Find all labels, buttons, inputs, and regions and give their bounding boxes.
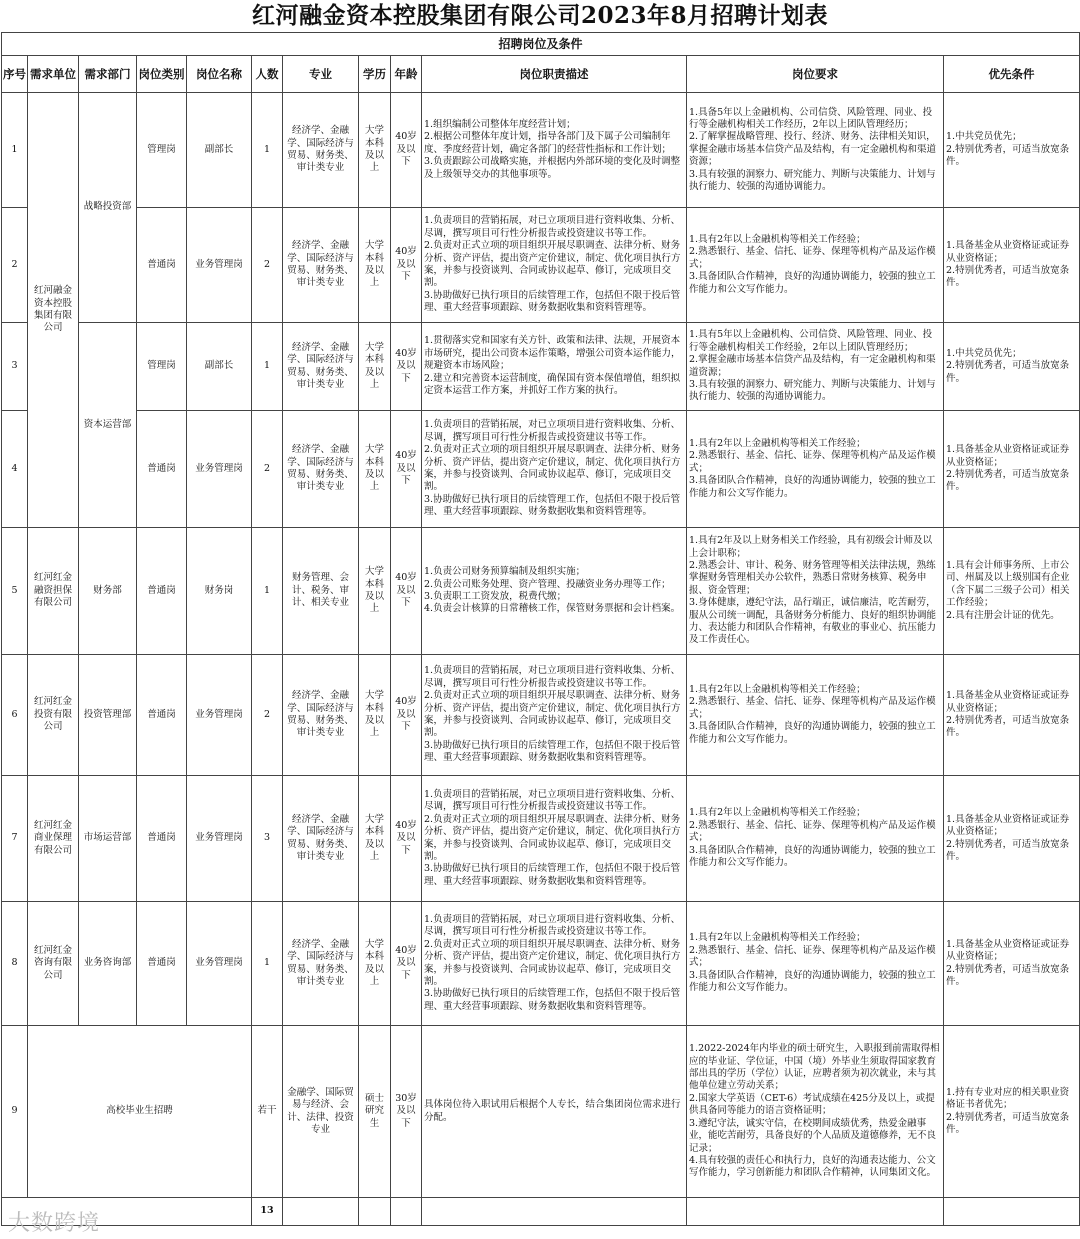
position-name: 副部长: [187, 323, 252, 411]
row-number: 9: [2, 1026, 28, 1198]
position-category: 普通岗: [137, 528, 187, 655]
headcount: 2: [252, 655, 283, 776]
priority-conditions: 1.中共党员优先； 2.特别优秀者，可适当放宽条件。: [944, 93, 1080, 208]
headcount: 1: [252, 528, 283, 655]
priority-conditions: 1.具有会计师事务所、上市公司、州属及以上级别国有企业（含下属二三级子公司）相关工作经验； 2.具有注册会计证的优先。: [944, 528, 1080, 655]
priority-conditions: 1.持有专业对应的相关职业资格证书者优先； 2.特别优秀者，可适当放宽条件。: [944, 1026, 1080, 1198]
headcount: 1: [252, 323, 283, 411]
demand-unit: 红河红金融资担保有限公司: [28, 528, 79, 655]
job-duties: 1.负责项目的营销拓展，对已立项项目进行资料收集、分析、尽调，撰写项目可行性分析报告或投资建议书等工作。 2.负责对正式立项的项目组织开展尽职调查、法律分析、财务分析、资产评估，提出资产定价建议，制定、优化项目执行方案，并参与投资谈判、合同或协议起草、修订，完成项目交割。 3.协助做好已执行项目的后续管理工作，包括但不限于投后管理、重大经营事项跟踪、财务数据收集和资料管理等。: [422, 208, 687, 323]
blank-cell: [687, 1198, 944, 1226]
row-number: 7: [2, 776, 28, 902]
headcount: 2: [252, 208, 283, 323]
position-category: 管理岗: [137, 323, 187, 411]
demand-unit: 高校毕业生招聘: [28, 1026, 252, 1198]
watermark: 大数跨境: [8, 1211, 101, 1236]
blank-cell: [944, 1198, 1080, 1226]
job-requirements: 1.具有2年以上金融机构等相关工作经验； 2.熟悉银行、基金、信托、证券、保理等机构产品及运作模式； 3.具备团队合作精神，良好的沟通协调能力，较强的独立工作能力和公文写作能力。: [687, 411, 944, 528]
position-name: 业务管理岗: [187, 655, 252, 776]
age-limit: 40岁及以下: [391, 528, 422, 655]
column-header: 人数: [252, 56, 283, 93]
priority-conditions: 1.中共党员优先； 2.特别优秀者，可适当放宽条件。: [944, 323, 1080, 411]
education: 大学本科及以上: [359, 208, 391, 323]
education: 大学本科及以上: [359, 93, 391, 208]
position-category: 普通岗: [137, 902, 187, 1026]
headcount: 若干: [252, 1026, 283, 1198]
position-category: 普通岗: [137, 411, 187, 528]
demand-dept: 资本运营部: [79, 323, 137, 528]
row-number: 3: [2, 323, 28, 411]
table-row: [2, 655, 1080, 776]
page-title: 红河融金资本控股集团有限公司2023年8月招聘计划表: [251, 2, 829, 29]
row-number: 1: [2, 93, 28, 208]
major: 经济学、金融学、国际经济与贸易、财务类、审计类专业: [283, 902, 359, 1026]
priority-conditions: 1.具备基金从业资格证或证券从业资格证； 2.特别优秀者，可适当放宽条件。: [944, 411, 1080, 528]
demand-unit: 红河红金投资有限公司: [28, 655, 79, 776]
job-requirements: 1.具有2年以上金融机构等相关工作经验； 2.熟悉银行、基金、信托、证券、保理等机构产品及运作模式； 3.具备团队合作精神，良好的沟通协调能力，较强的独立工作能力和公文写作能力。: [687, 655, 944, 776]
row-number: 2: [2, 208, 28, 323]
table-row: [2, 208, 1080, 323]
major: 财务管理、会计、税务、审计、相关专业: [283, 528, 359, 655]
position-name: 业务管理岗: [187, 902, 252, 1026]
job-duties: 1.负责项目的营销拓展，对已立项项目进行资料收集、分析、尽调，撰写项目可行性分析报告或投资建议书等工作。 2.负责对正式立项的项目组织开展尽职调查、法律分析、财务分析、资产评估，提出资产定价建议，制定、优化项目执行方案，并参与投资谈判、合同或协议起草、修订，完成项目交割。 3.协助做好已执行项目的后续管理工作，包括但不限于投后管理、重大经营事项跟踪、财务数据收集和资料管理等。: [422, 902, 687, 1026]
job-duties: 1.负责项目的营销拓展，对已立项项目进行资料收集、分析、尽调，撰写项目可行性分析报告或投资建议书等工作。 2.负责对正式立项的项目组织开展尽职调查、法律分析、财务分析、资产评估，提出资产定价建议，制定、优化项目执行方案，并参与投资谈判、合同或协议起草、修订，完成项目交割。 3.协助做好已执行项目的后续管理工作，包括但不限于投后管理、重大经营事项跟踪、财务数据收集和资料管理等。: [422, 411, 687, 528]
priority-conditions: 1.具备基金从业资格证或证券从业资格证； 2.特别优秀者，可适当放宽条件。: [944, 655, 1080, 776]
job-requirements: 1.具有2年以上金融机构等相关工作经验； 2.熟悉银行、基金、信托、证券、保理等机构产品及运作模式； 3.具备团队合作精神，良好的沟通协调能力，较强的独立工作能力和公文写作能力。: [687, 208, 944, 323]
education: 大学本科及以上: [359, 411, 391, 528]
job-duties: 1.负责公司财务预算编制及组织实施； 2.负责公司账务处理、资产管理、投融资业务办理等工作； 3.负责职工工资发放，税费代缴； 4.负责会计核算的日常稽核工作，保管财务票据和会计档案。: [422, 528, 687, 655]
column-header: 需求单位: [28, 56, 79, 93]
headcount: 3: [252, 776, 283, 902]
job-requirements: 1.2022-2024年内毕业的硕士研究生，入职报到前需取得相应的毕业证、学位证，中国（境）外毕业生须取得国家教育部出具的学历（学位）认证，应聘者须为初次就业，未与其他单位建立劳动关系； 2.国家大学英语（CET-6）考试成绩在425分及以上，或提供具备同等能力的语言资格证明； 3.遵纪守法，诚实守信，在校期间成绩优秀，热爱金融事业，能吃苦耐劳，具备良好的个人品质及道德修养，无不良记录； 4.具有较强的责任心和执行力，良好的沟通表达能力、公文写作能力，学习创新能力和团队合作精神，认同集团文化。: [687, 1026, 944, 1198]
blank-cell: [391, 1198, 422, 1226]
job-requirements: 1.具有2年以上金融机构等相关工作经验； 2.熟悉银行、基金、信托、证券、保理等机构产品及运作模式； 3.具备团队合作精神，良好的沟通协调能力，较强的独立工作能力和公文写作能力。: [687, 776, 944, 902]
education: 大学本科及以上: [359, 323, 391, 411]
age-limit: 40岁及以下: [391, 655, 422, 776]
priority-conditions: 1.具备基金从业资格证或证券从业资格证； 2.特别优秀者，可适当放宽条件。: [944, 208, 1080, 323]
major: 经济学、金融学、国际经济与贸易、财务类、审计类专业: [283, 208, 359, 323]
total-headcount: 13: [252, 1198, 283, 1226]
job-duties: 1.负责项目的营销拓展，对已立项项目进行资料收集、分析、尽调，撰写项目可行性分析报告或投资建议书等工作。 2.负责对正式立项的项目组织开展尽职调查、法律分析、财务分析、资产评估，提出资产定价建议，制定、优化项目执行方案，并参与投资谈判、合同或协议起草、修订，完成项目交割。 3.协助做好已执行项目的后续管理工作，包括但不限于投后管理、重大经营事项跟踪、财务数据收集和资料管理等。: [422, 776, 687, 902]
position-category: 普通岗: [137, 655, 187, 776]
demand-dept: 财务部: [79, 528, 137, 655]
total-row: [2, 1198, 1080, 1226]
job-duties: 1.负责项目的营销拓展，对已立项项目进行资料收集、分析、尽调，撰写项目可行性分析报告或投资建议书等工作。 2.负责对正式立项的项目组织开展尽职调查、法律分析、财务分析、资产评估，提出资产定价建议，制定、优化项目执行方案，并参与投资谈判、合同或协议起草、修订，完成项目交割。 3.协助做好已执行项目的后续管理工作，包括但不限于投后管理、重大经营事项跟踪、财务数据收集和资料管理等。: [422, 655, 687, 776]
column-header: 专业: [283, 56, 359, 93]
job-duties: 1.贯彻落实党和国家有关方针、政策和法律、法规，开展资本市场研究，提出公司资本运作策略，增强公司资本运作能力，规避资本市场风险； 2.建立和完善资本运营制度，确保国有资本保值增值，组织拟定资本运营工作方案，并抓好工作方案的执行。: [422, 323, 687, 411]
column-header: 优先条件: [944, 56, 1080, 93]
headcount: 1: [252, 93, 283, 208]
demand-unit: 红河红金商业保理有限公司: [28, 776, 79, 902]
headcount: 2: [252, 411, 283, 528]
age-limit: 40岁及以下: [391, 902, 422, 1026]
age-limit: 40岁及以下: [391, 411, 422, 528]
table-row: [2, 323, 1080, 411]
position-name: 业务管理岗: [187, 776, 252, 902]
job-requirements: 1.具有5年以上金融机构、公司信贷、风险管理、同业、投行等金融机构相关工作经验，2年以上团队管理经历； 2.掌握金融市场基本信贷产品及结构，有一定金融机构和渠道资源； 3.具有较强的洞察力、研究能力、判断与决策能力、计划与执行能力、较强的沟通协调能力。: [687, 323, 944, 411]
position-category: 普通岗: [137, 776, 187, 902]
table-row: [2, 93, 1080, 208]
blank-cell: [283, 1198, 359, 1226]
major: 经济学、金融学、国际经济与贸易、财务类、审计类专业: [283, 776, 359, 902]
demand-unit: 红河红金咨询有限公司: [28, 902, 79, 1026]
headcount: 1: [252, 902, 283, 1026]
major: 经济学、金融学、国际经济与贸易、财务类、审计类专业: [283, 655, 359, 776]
position-category: 普通岗: [137, 208, 187, 323]
blank-cell: [359, 1198, 391, 1226]
age-limit: 40岁及以下: [391, 323, 422, 411]
position-name: 副部长: [187, 93, 252, 208]
column-header: 需求部门: [79, 56, 137, 93]
education: 硕士研究生: [359, 1026, 391, 1198]
job-duties: 1.组织编制公司整体年度经营计划； 2.根据公司整体年度计划，指导各部门及下属子公司编制年度、季度经营计划，确定各部门的经营性指标和工作计划； 3.负责跟踪公司战略实施，并根据内外部环境的变化及时调整及上级领导交办的其他事项等。: [422, 93, 687, 208]
column-header: 岗位职责描述: [422, 56, 687, 93]
education: 大学本科及以上: [359, 655, 391, 776]
demand-dept: 战略投资部: [79, 93, 137, 323]
position-name: 业务管理岗: [187, 208, 252, 323]
table-row: [2, 902, 1080, 1026]
major: 经济学、金融学、国际经济与贸易、财务类、审计类专业: [283, 323, 359, 411]
column-header: 年龄: [391, 56, 422, 93]
row-number: 6: [2, 655, 28, 776]
priority-conditions: 1.具备基金从业资格证或证券从业资格证； 2.特别优秀者，可适当放宽条件。: [944, 776, 1080, 902]
age-limit: 40岁及以下: [391, 776, 422, 902]
demand-dept: 投资管理部: [79, 655, 137, 776]
column-header: 岗位类别: [137, 56, 187, 93]
table-row: [2, 411, 1080, 528]
table-subtitle: 招聘岗位及条件: [2, 33, 1080, 56]
education: 大学本科及以上: [359, 776, 391, 902]
major: 金融学、国际贸易与经济、会计、法律、投资专业: [283, 1026, 359, 1198]
demand-unit: 红河融金资本控股集团有限公司: [28, 93, 79, 528]
age-limit: 40岁及以下: [391, 208, 422, 323]
row-number: 8: [2, 902, 28, 1026]
table-row: [2, 528, 1080, 655]
column-header: 序号: [2, 56, 28, 93]
job-duties: 具体岗位待入职试用后根据个人专长，结合集团岗位需求进行分配。: [422, 1026, 687, 1198]
row-number: 4: [2, 411, 28, 528]
demand-dept: 市场运营部: [79, 776, 137, 902]
position-name: 财务岗: [187, 528, 252, 655]
recruitment-table: [1, 32, 1080, 1226]
column-header: 学历: [359, 56, 391, 93]
major: 经济学、金融学、国际经济与贸易、财务类、审计类专业: [283, 411, 359, 528]
table-row: [2, 776, 1080, 902]
table-body: [2, 93, 1080, 1226]
major: 经济学、金融学、国际经济与贸易、财务类、审计类专业: [283, 93, 359, 208]
row-number: 5: [2, 528, 28, 655]
demand-dept: 业务咨询部: [79, 902, 137, 1026]
age-limit: 40岁及以下: [391, 93, 422, 208]
column-header: 岗位名称: [187, 56, 252, 93]
blank-cell: [422, 1198, 687, 1226]
education: 大学本科及以上: [359, 902, 391, 1026]
age-limit: 30岁及以下: [391, 1026, 422, 1198]
column-header: 岗位要求: [687, 56, 944, 93]
job-requirements: 1.具有2年以上金融机构等相关工作经验； 2.熟悉银行、基金、信托、证券、保理等机构产品及运作模式； 3.具备团队合作精神，良好的沟通协调能力，较强的独立工作能力和公文写作能力。: [687, 902, 944, 1026]
position-category: 管理岗: [137, 93, 187, 208]
job-requirements: 1.具备5年以上金融机构、公司信贷、风险管理、同业、投行等金融机构相关工作经历，2年以上团队管理经历； 2.了解掌握战略管理、投行、经济、财务、法律相关知识，掌握金融市场基本信贷产品及结构，有一定金融机构和渠道资源； 3.具有较强的洞察力、研究能力、判断与决策能力、计划与执行能力、较强的沟通协调能力。: [687, 93, 944, 208]
table-row: [2, 1026, 1080, 1198]
position-name: 业务管理岗: [187, 411, 252, 528]
job-requirements: 1.具有2年及以上财务相关工作经验，具有初级会计师及以上会计职称； 2.熟悉会计、审计、税务、财务管理等相关法律法规，熟练掌握财务管理相关办公软件，熟悉日常财务核算、税务申报、资金管理； 3.身体健康，遵纪守法，品行端正，诚信廉洁，吃苦耐劳，服从公司统一调配，具备财务分析能力、良好的组织协调能力、表达能力和团队合作精神，有敬业的事业心、抗压能力及工作责任心。: [687, 528, 944, 655]
priority-conditions: 1.具备基金从业资格证或证券从业资格证； 2.特别优秀者，可适当放宽条件。: [944, 902, 1080, 1026]
header-row: [2, 56, 1080, 93]
education: 大学本科及以上: [359, 528, 391, 655]
